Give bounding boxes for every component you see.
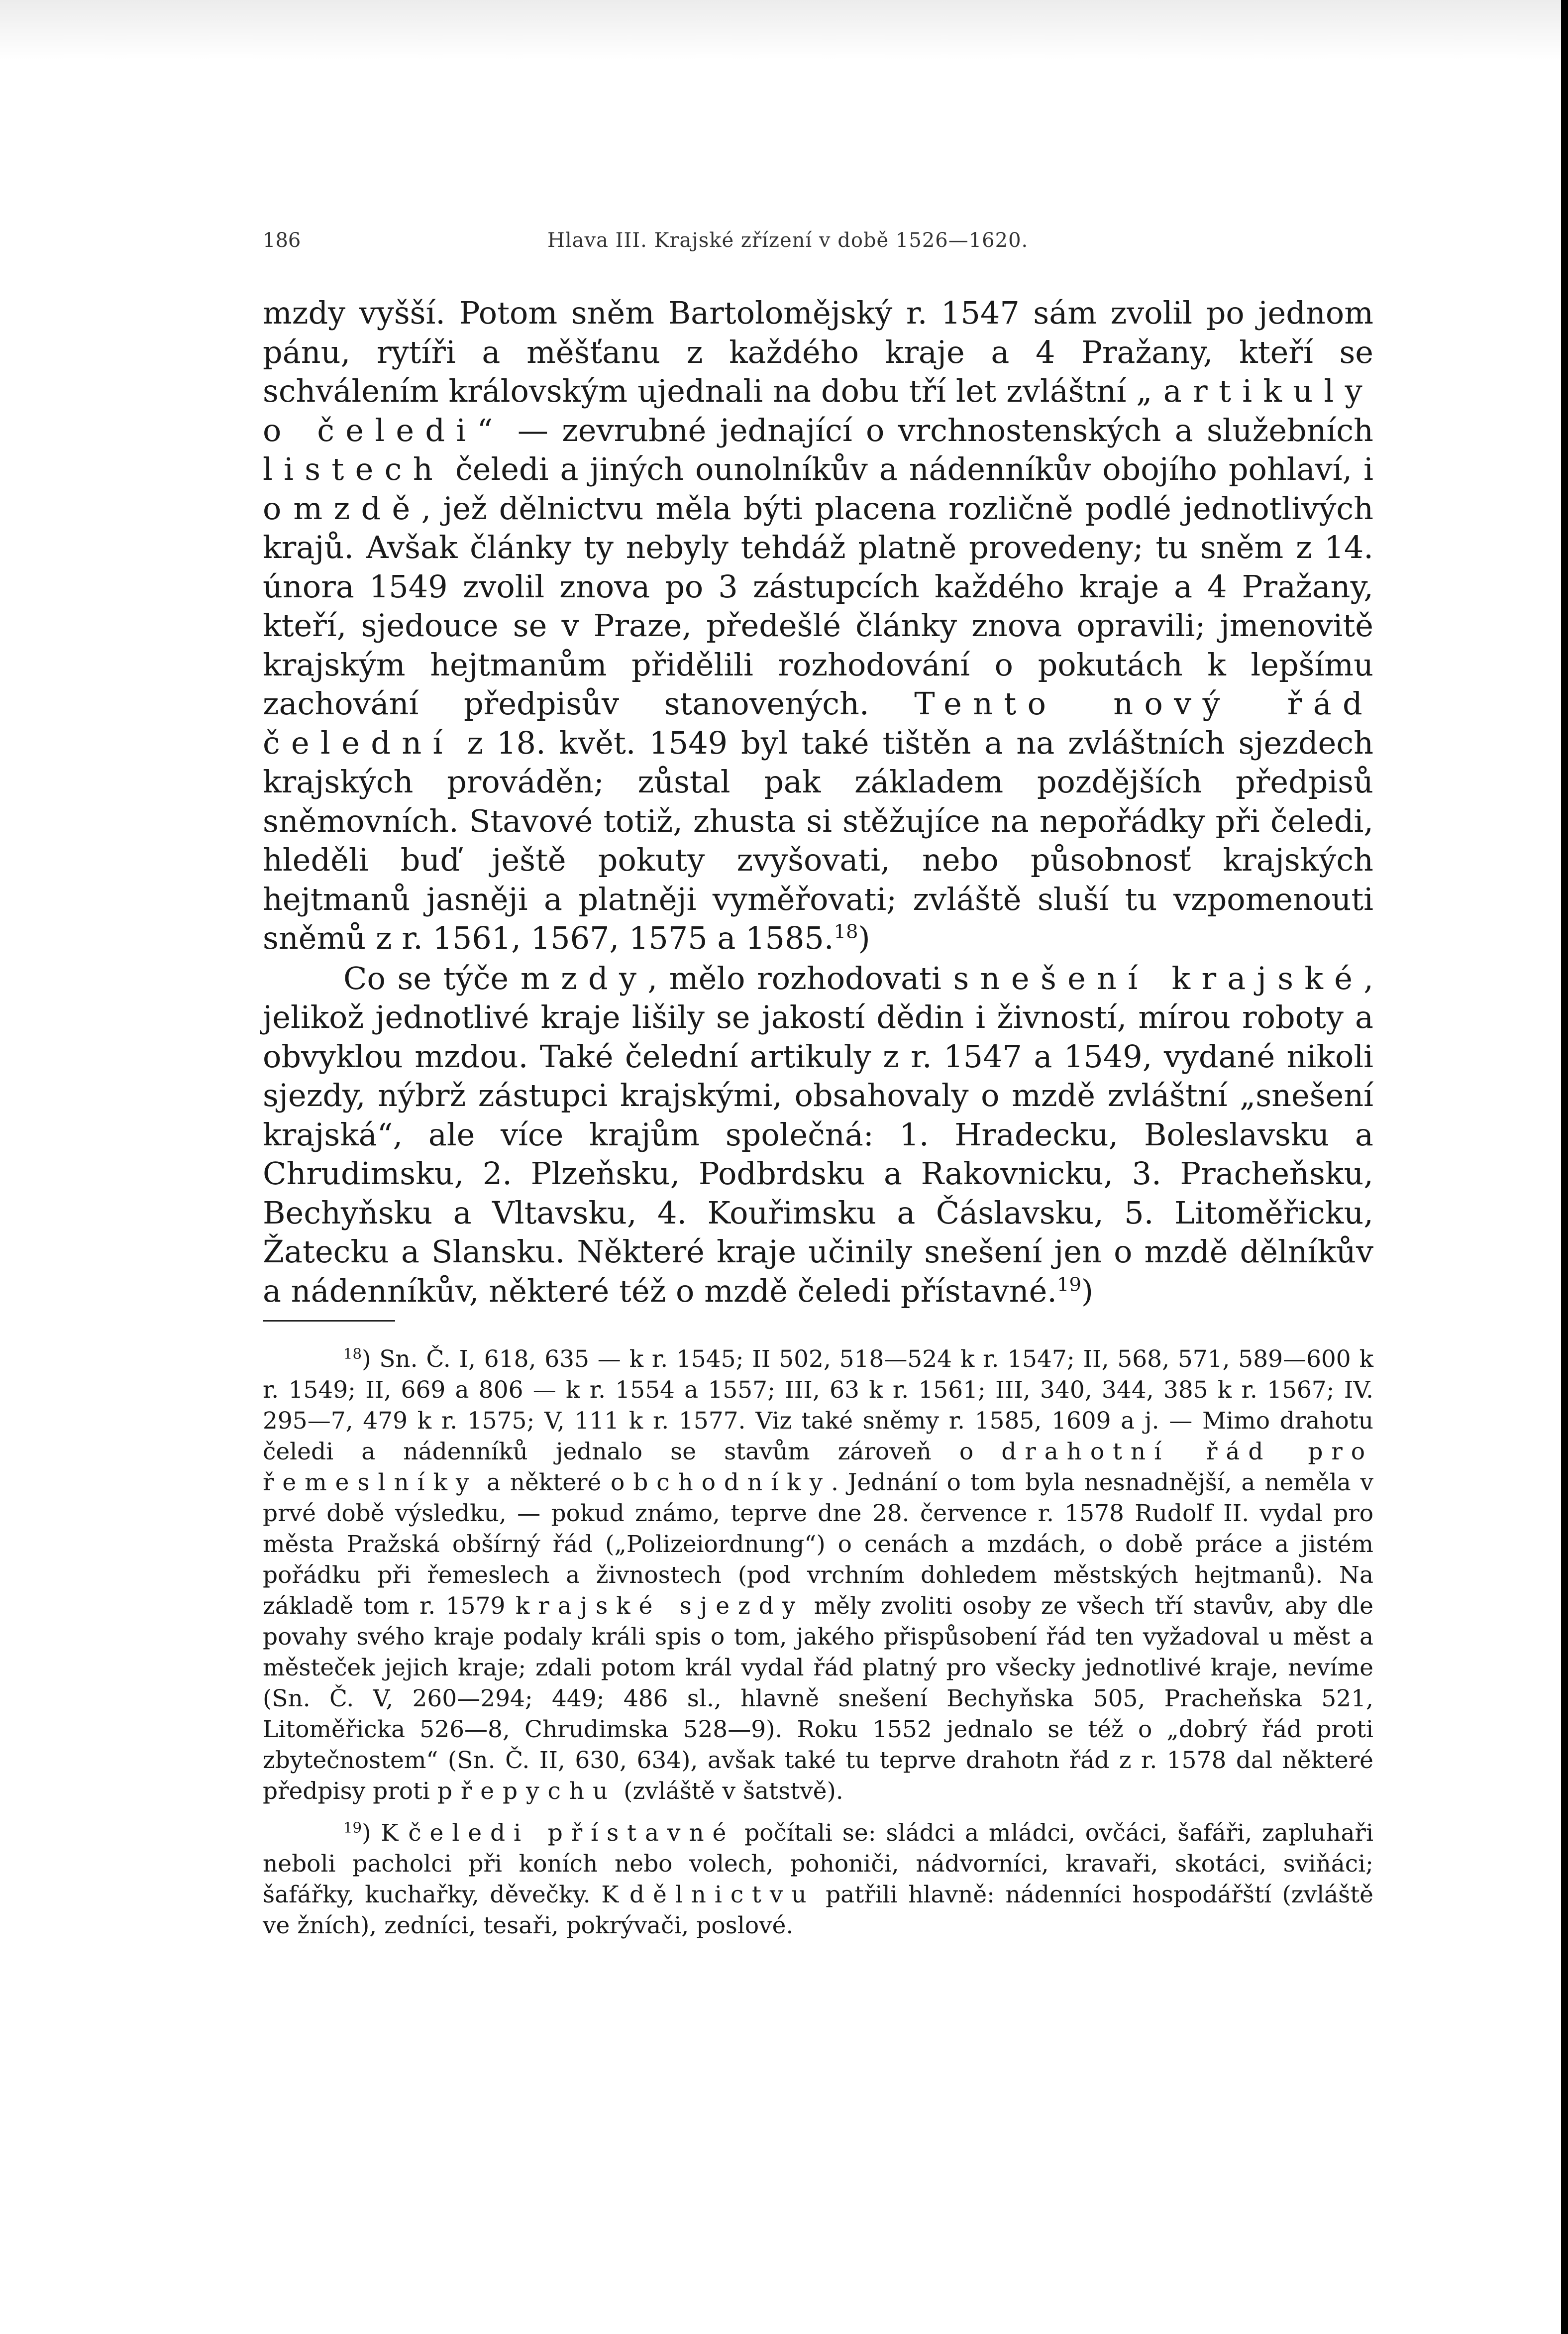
- chapter-title: Hlava III. Krajské zřízení v době 1526—1620.: [547, 229, 1029, 252]
- body-text: [263, 294, 1373, 1311]
- spaced-term: čeledi přístavné: [408, 1819, 735, 1847]
- text-run: Co se týče: [343, 960, 521, 997]
- footnote-19: [263, 1818, 1373, 1941]
- paragraph-2: [263, 959, 1373, 1311]
- scan-top-shadow: [0, 0, 1568, 60]
- spaced-term: listech: [263, 451, 444, 487]
- spaced-term: dělnictvu: [629, 1881, 815, 1908]
- spaced-term: obchodníky: [611, 1469, 831, 1496]
- text-run: mzdy vyšší. Potom sněm Bartolomějský r. 1547 sám zvolil po jednom pánu, rytíři a měšťanu z každého kraje a 4 Pražany, kteří se schválením královským ujednali na dobu tří let zvláštní: [263, 295, 1373, 409]
- text-run: ): [1081, 1272, 1094, 1309]
- footnotes: [263, 1344, 1373, 1941]
- footnote-divider: [263, 1320, 395, 1322]
- text-run: , jež dělnictvu měla býti placena rozličně podlé jednotlivých krajů. Avšak články ty nebyly tehdáž platně provedeny; tu sněm z 14. února 1549 zvolil znova po 3 zástupcích každého kraje a 4 Pražany, kteří, sjedouce se v Praze, předešlé články znova opravili; jmenovitě krajským hejtmanům přidělili rozhodování o pokutách k lepšímu zachování předpisův stanovených.: [263, 490, 1373, 722]
- text-run: — zevrubné jednající o vrchnostenských a služebních: [504, 412, 1373, 448]
- footnote-ref-18: 18: [834, 920, 858, 943]
- footnote-18: [263, 1344, 1373, 1807]
- paragraph-1: [263, 294, 1373, 958]
- spaced-term: přepychu: [437, 1778, 617, 1805]
- text-run: ) Sn. Č. I, 618, 635 — k r. 1545; II 502, 518—524 k r. 1547; II, 568, 571, 589—600 k r. 1549; II, 669 a 806 — k r. 1554 a 1557; III, 63 k r. 1561; III, 340, 344, 385 k r. 1567; IV. 295—7, 479 k r. 1575; V, 111 k r. 1577. Viz také sněmy r. 1585, 1609 a j. — Mimo drahotu čeledi a nádenníků jednalo se stavům zároveň o: [263, 1345, 1373, 1465]
- text-run: , jelikož jednotlivé kraje lišily se jakostí dědin i živností, mírou roboty a obvyklou mzdou. Také čelední artikuly z r. 1547 a 1549, vydané nikoli sjezdy, nýbrž zástupci krajskými, obsahovaly o mzdě zvláštní „snešení krajská“, ale více krajům společná: 1. Hradecku, Boleslavsku a Chrudimsku, 2. Plzeňsku, Podbrdsku a Rakovnicku, 3. Pracheňsku, Bechyňsku a Vltavsku, 4. Kouřimsku a Čáslavsku, 5. Litoměřicku, Žatecku a Slansku. Některé kraje učinily snešení jen o mzdě dělníkův a nádenníkův, některé též o mzdě čeledi přístavné.: [263, 960, 1373, 1309]
- page-number: 186: [263, 229, 301, 252]
- text-run: počítali se: sládci a mládci, ovčáci, šafáři, zapluhaři neboli pacholci při koních nebo volech, pohoniči, nádvorníci, kravaři, skotáci, sviňáci; šafářky, kuchařky, děvečky. K: [263, 1819, 1373, 1908]
- scan-right-edge: [1561, 0, 1568, 2334]
- text-run: . Jednání o tom byla nesnadnější, a neměla v prvé době výsledku, — pokud známo, teprve dne 28. července r. 1578 Rudolf II. vydal pro města Pražská obšírný řád („Polizeiordnung“) o cenách a mzdách, o době práce a jistém pořádku při řemeslech a živnostech (pod vrchním dohledem městských hejtmanů). Na základě tom r. 1579: [263, 1469, 1373, 1620]
- spaced-term: mzdě: [293, 490, 421, 527]
- spaced-term: snešení krajské: [953, 960, 1364, 997]
- text-run: patřili hlavně: nádenníci hospodářští (zvláště ve žních), zedníci, tesaři, pokrývači, poslové.: [263, 1881, 1373, 1939]
- text-run: čeledi a jiných ounolníkův a nádenníkův obojího pohlaví, i o: [263, 451, 1373, 527]
- text-run: ): [858, 920, 870, 956]
- text-run: a některé: [477, 1469, 611, 1496]
- text-run: měly zvoliti osoby ze všech tří stavův, aby dle povahy svého kraje podaly králi spis o tom, jakého přispůsobení řád ten vyžadoval u měst a městeček jejich kraje; zdali potom král vydal řád platný pro všecky jednotlivé kraje, nevíme (Sn. Č. V, 260—294; 449; 486 sl., hlavně snešení Bechyňska 505, Pracheňska 521, Litoměřicka 526—8, Chrudimska 528—9). Roku 1552 jednalo se též o „dobrý řád proti zbytečnostem“ (Sn. Č. II, 630, 634), avšak také tu teprve drahotn řád z r. 1578 dal některé předpisy proti: [263, 1592, 1373, 1805]
- spaced-term: Tento nový řád čelední: [263, 685, 1373, 761]
- footnote-mark: 19: [343, 1819, 362, 1836]
- spaced-term: drahotní řád pro řemeslníky: [263, 1438, 1373, 1496]
- text-run: (zvláště v šatstvě).: [616, 1778, 843, 1805]
- spaced-term: „artikuly o čeledi“: [263, 373, 1373, 448]
- spaced-term: krajské sjezdy: [515, 1592, 804, 1620]
- spaced-term: mzdy: [520, 960, 648, 997]
- footnote-mark: 18: [343, 1345, 362, 1362]
- text-run: , mělo rozhodovati: [647, 960, 953, 997]
- running-head: [263, 223, 1373, 258]
- text-run: z 18. květ. 1549 byl také tištěn a na zvláštních sjezdech krajských prováděn; zůstal pak základem pozdějších předpisů sněmovních. Stavové totiž, zhusta si stěžujíce na nepořádky při čeledi, hleděli buď ještě pokuty zvyšovati, nebo působnosť krajských hejtmanů jasněji a platněji vyměřovati; zvláště sluší tu vzpomenouti sněmů z r. 1561, 1567, 1575 a 1585.: [263, 724, 1373, 956]
- text-run: ) K: [362, 1819, 409, 1847]
- footnote-ref-19: 19: [1057, 1273, 1081, 1296]
